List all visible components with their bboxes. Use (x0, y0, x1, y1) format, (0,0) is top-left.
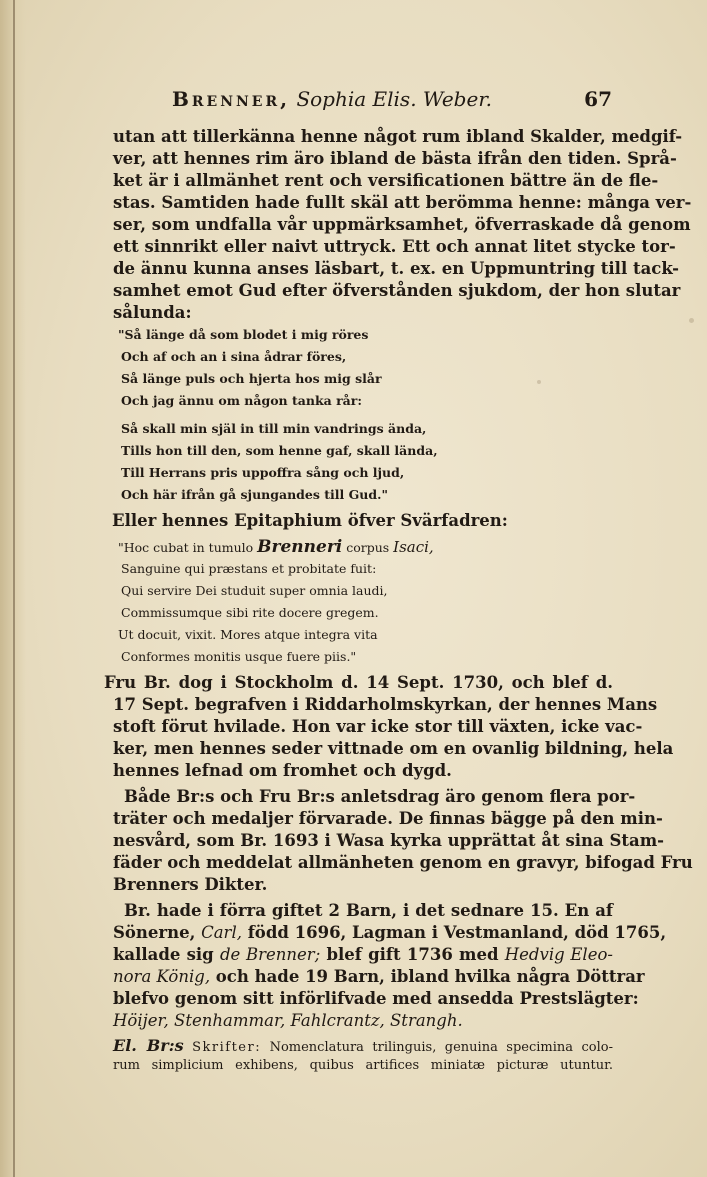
text-line: stas. Samtiden hade fullt skäl att berömma henne: många ver- (113, 193, 692, 212)
epitaph-text: "Hoc cubat in tumulo (118, 540, 258, 555)
text-line: samhet emot Gud efter öfverstånden sjukdom, der hon slutar (113, 281, 681, 300)
epitaph-line: Qui servire Dei studuit super omnia laudi, (121, 583, 388, 598)
person-name: nora König, (113, 967, 211, 986)
epitaph-text: corpus (342, 540, 394, 555)
person-name: de Brenner; (219, 945, 321, 964)
text-line: 17 Sept. begrafven i Riddarholmskyrkan, der hennes Mans (113, 695, 658, 714)
text-fragment: Sönerne, (113, 923, 202, 942)
text-line: nesvård, som Br. 1693 i Wasa kyrka upprättat åt sina Stam- (113, 831, 665, 850)
text-line (113, 944, 613, 966)
epitaph-line: Commissumque sibi rite docere gregem. (121, 605, 379, 620)
poem-line: Så länge puls och hjerta hos mig slår (121, 371, 382, 386)
text-fragment: blef gift 1736 med (320, 945, 505, 964)
text-line: de ännu kunna anses läsbart, t. ex. en Uppmuntring till tack- (113, 259, 679, 278)
text-fragment: och hade 19 Barn, ibland hvilka några Döttrar (210, 967, 645, 986)
text-line: utan att tillerkänna henne något rum ibland Skalder, medgif- (113, 127, 683, 146)
text-fragment: född 1696, Lagman i Vestmanland, död 1765, (241, 923, 667, 942)
poem-line: Och af och an i sina ådrar föres, (121, 349, 347, 364)
epitaph-name: Brenneri (257, 537, 343, 557)
text-line: Höijer, Stenhammar, Fahlcrantz, Strangh. (113, 1011, 463, 1030)
text-line: Fru Br. dog i Stockholm d. 14 Sept. 1730, och blef d. (104, 673, 613, 692)
text-line: Brenners Dikter. (113, 875, 268, 894)
poem-line: Och här ifrån gå sjungandes till Gud." (121, 487, 388, 502)
poem-line: Och jag ännu om någon tanka rår: (121, 393, 362, 408)
binding-edge (13, 0, 15, 1177)
text-line: hennes lefnad om fromhet och dygd. (113, 761, 452, 780)
epitaph-line (118, 538, 434, 557)
header-author: Brenner, (172, 87, 291, 111)
text-line: ket är i allmänhet rent och versificationen bättre än de fle- (113, 171, 659, 190)
epitaph-line: Conformes monitis usque fuere piis." (121, 649, 357, 664)
ink-speck (689, 318, 694, 323)
bibliography-label: El. Br:s (113, 1036, 184, 1055)
text-line: ser, som undfalla vår uppmärksamhet, öfverraskade då genom (113, 215, 691, 234)
poem-line: Till Herrans pris uppoffra sång och ljud, (121, 465, 405, 480)
text-line: Br. hade i förra giftet 2 Barn, i det sednare 15. En af (124, 901, 613, 920)
bibliography-line: rum simplicium exhibens, quibus artifices miniatæ picturæ utuntur. (113, 1058, 613, 1073)
epitaph-name: Isaci, (393, 538, 434, 556)
poem-line: Så skall min själ in till min vandrings ända, (121, 421, 427, 436)
header-subject: Sophia Elis. Weber. (296, 87, 493, 111)
text-line: blefvo genom sitt införlifvade med ansedda Prestslägter: (113, 989, 639, 1008)
person-name: Hedvig Eleo- (504, 945, 613, 964)
page-number: 67 (584, 87, 612, 111)
text-line (113, 922, 667, 944)
poem-line: Tills hon till den, som henne gaf, skall lända, (121, 443, 438, 458)
poem-line: "Så länge då som blodet i mig röres (118, 327, 369, 342)
text-line (113, 966, 645, 988)
epitaph-line: Sanguine qui præstans et probitate fuit: (121, 561, 377, 576)
person-name: Carl, (201, 923, 242, 942)
bibliography-line (113, 1036, 613, 1058)
text-line: träter och medaljer förvarade. De finnas bägge på den min- (113, 809, 663, 828)
text-line: ett sinnrikt eller naivt uttryck. Ett och annat litet stycke tor- (113, 237, 676, 256)
text-line: stoft förut hvilade. Hon var icke stor till växten, icke vac- (113, 717, 643, 736)
running-header (172, 86, 612, 112)
ink-speck (537, 380, 541, 384)
text-line: ker, men hennes seder vittnade om en ovanlig bildning, hela (113, 739, 674, 758)
text-line: ver, att hennes rim äro ibland de bästa ifrån den tiden. Språ- (113, 149, 677, 168)
epitaph-line: Ut docuit, vixit. Mores atque integra vita (118, 627, 378, 642)
text-line: sålunda: (113, 303, 192, 322)
text-line: fäder och meddelat allmänheten genom en gravyr, bifogad Fru (113, 853, 693, 872)
bibliography-text: Nomenclatura trilinguis, genuina specimina colo- (261, 1040, 613, 1055)
epitaph-intro: Eller hennes Epitaphium öfver Svärfadren: (112, 511, 508, 530)
bibliography-heading: Skrifter: (192, 1040, 262, 1055)
text-fragment: kallade sig (113, 945, 220, 964)
text-line: Både Br:s och Fru Br:s anletsdrag äro genom flera por- (124, 787, 636, 806)
